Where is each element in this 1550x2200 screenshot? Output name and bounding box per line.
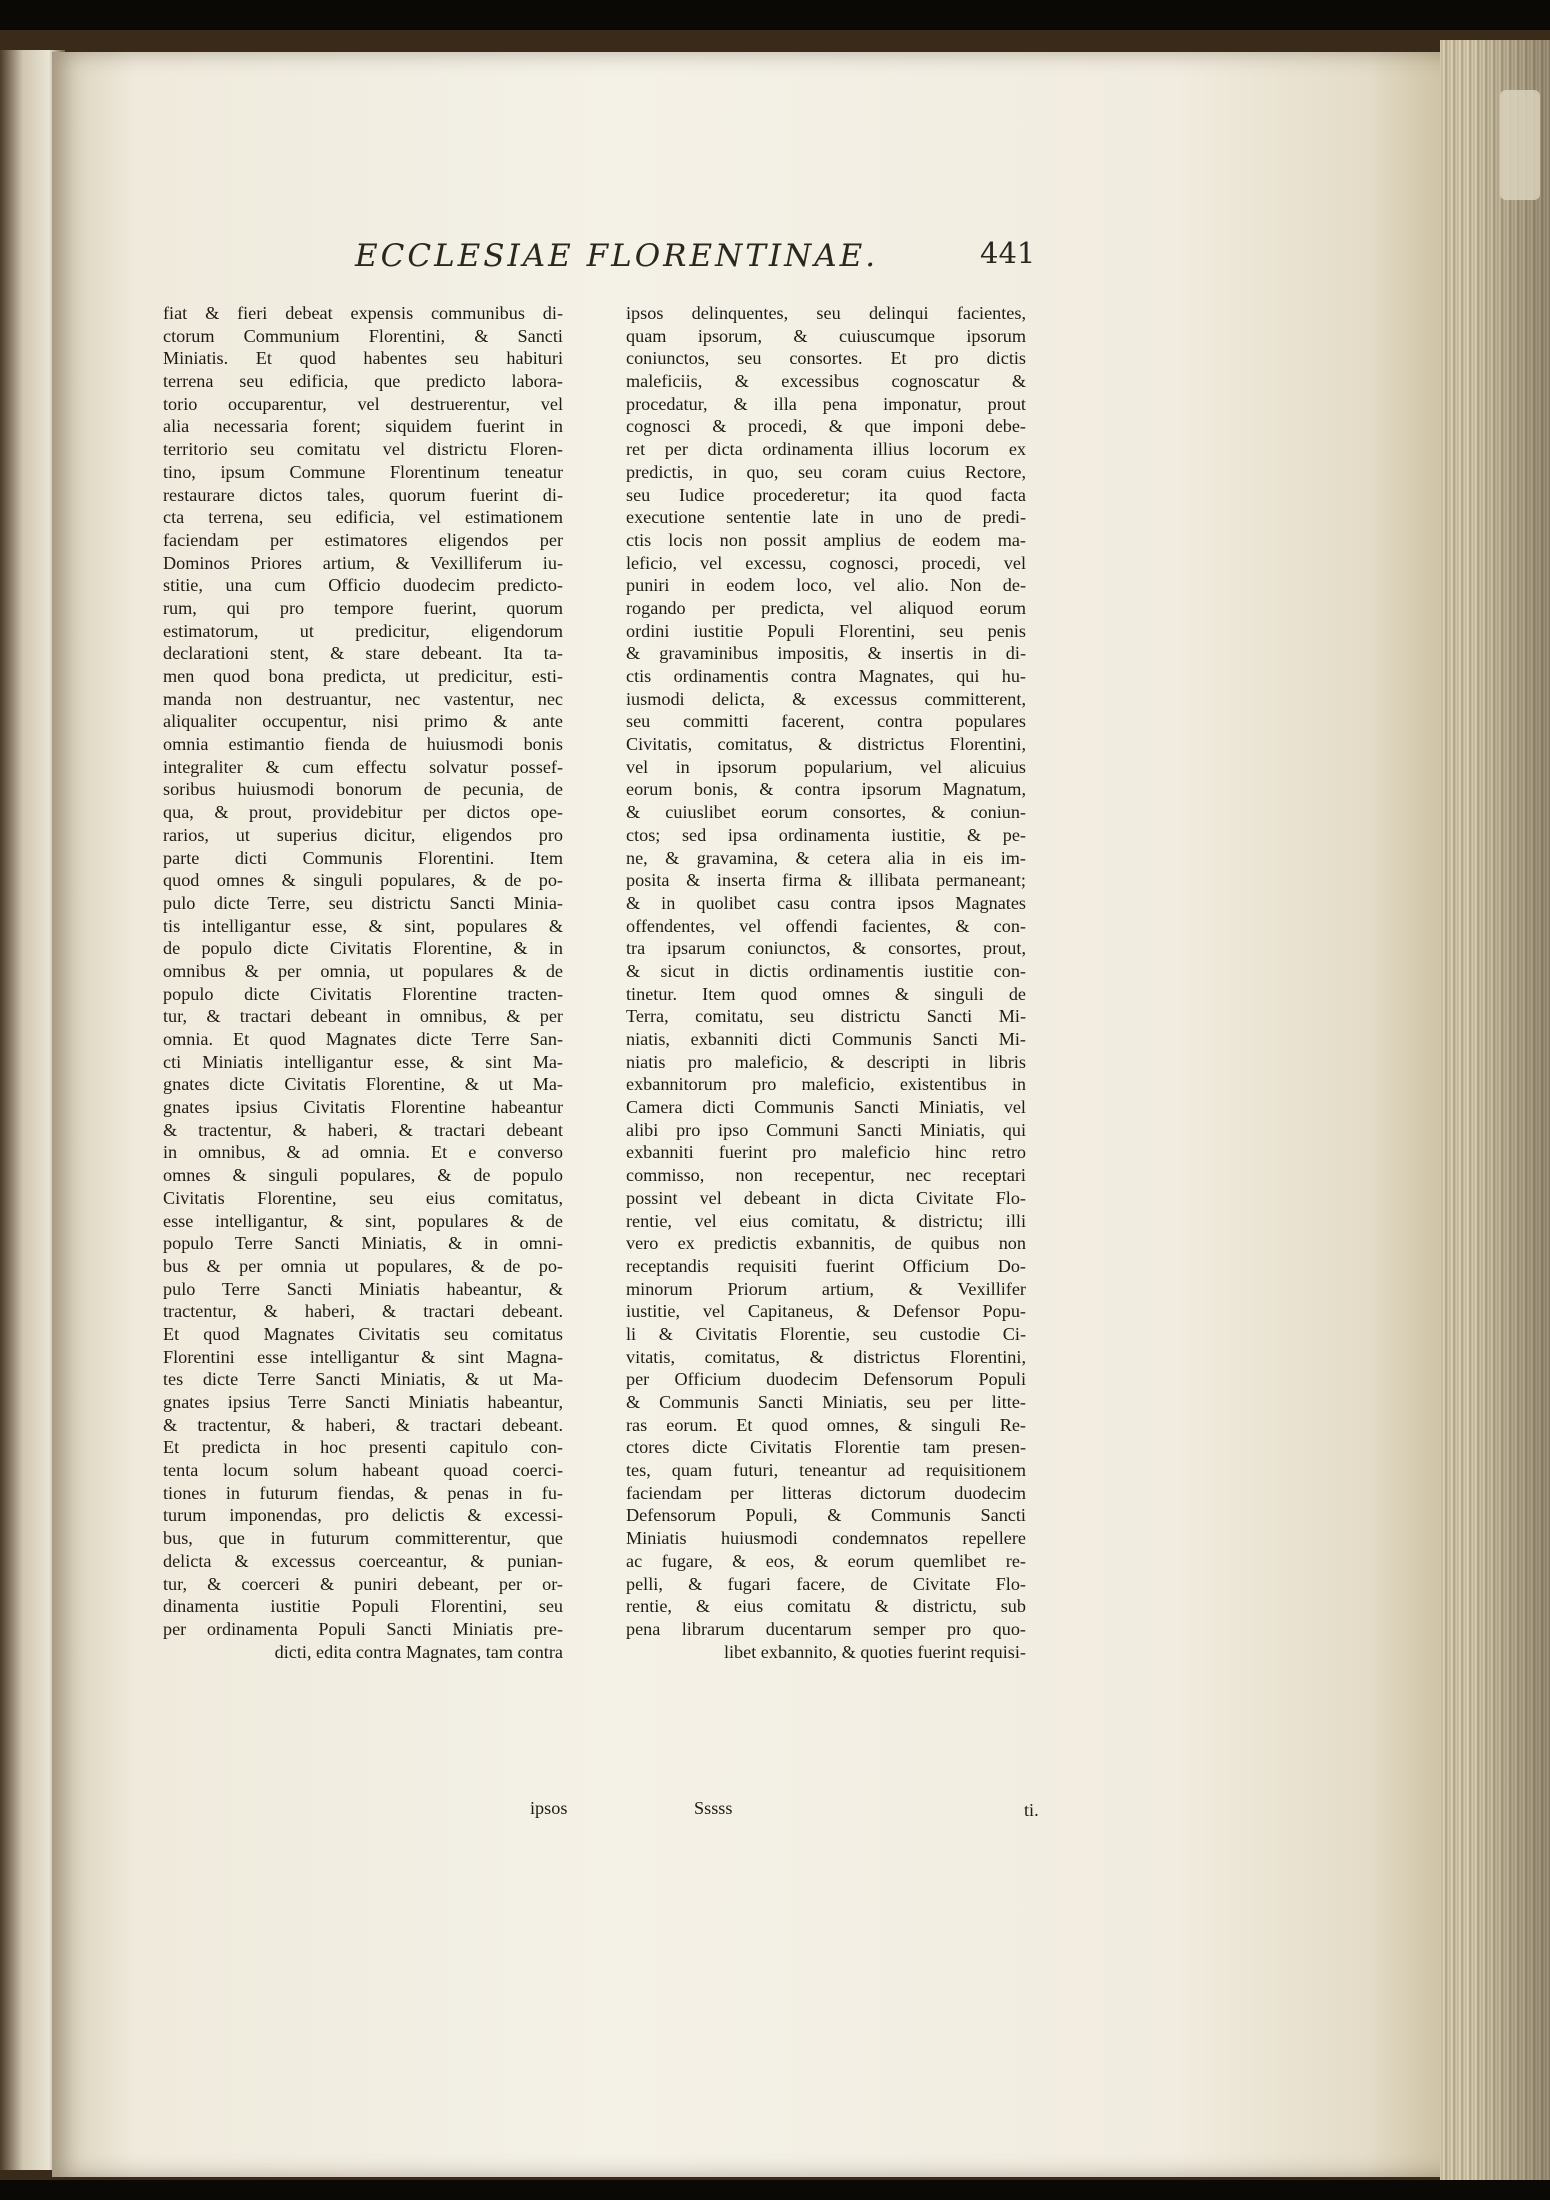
text-line: iusmodi delicta, & excessus committerent, (626, 688, 1026, 709)
text-line: ne, & gravamina, & cetera alia in eis im- (626, 847, 1026, 868)
text-line: posita & inserta firma & illibata permaneant; (626, 870, 1026, 891)
text-line: rentie, vel eius comitatu, & districtu; illi (626, 1210, 1026, 1231)
text-line: Et quod Magnates Civitatis seu comitatus (163, 1323, 563, 1344)
text-line: eorum bonis, & contra ipsorum Magnatum, (626, 779, 1026, 800)
text-line: & Communis Sancti Miniatis, seu per litte- (626, 1392, 1026, 1412)
text-line: tes, quam futuri, teneantur ad requisitionem (626, 1460, 1026, 1481)
running-title: ECCLESIAE FLORENTINAE. (355, 238, 879, 274)
text-line: tur, & tractari debeant in omnibus, & per (163, 1006, 563, 1027)
text-line: qua, & prout, providebitur per dictos ope- (163, 802, 563, 823)
text-line: tiones in futurum fiendas, & penas in fu- (163, 1482, 563, 1503)
text-line: possint vel debeant in dicta Civitate Flo- (626, 1187, 1026, 1208)
text-line: ras eorum. Et quod omnes, & singuli Re- (626, 1414, 1026, 1435)
text-line: Miniatis. Et quod habentes seu habituri (163, 348, 563, 369)
text-line: Terra, comitatu, seu districtu Sancti Mi- (626, 1006, 1026, 1027)
text-line: populo dicte Civitatis Florentine tracten- (163, 983, 563, 1004)
text-line: restaurare dictos tales, quorum fuerint di- (163, 484, 563, 505)
text-line: omnibus & per omnia, ut populares & de (163, 960, 563, 981)
text-line: omnia. Et quod Magnates dicte Terre San- (163, 1029, 563, 1049)
text-line: aliqualiter occupentur, nisi primo & ante (163, 711, 563, 732)
text-line: leficio, vel excessu, cognosci, procedi, vel (626, 552, 1026, 573)
page-number: 441 (980, 236, 1036, 270)
text-line: Miniatis huiusmodi condemnatos repellere (626, 1528, 1026, 1549)
catchword-left: ipsos (530, 1798, 568, 1818)
text-line: ctis locis non possit amplius de eodem ma- (626, 529, 1026, 550)
text-line: tenta locum solum habeant quoad coerci- (163, 1460, 563, 1481)
text-line: executione sententie late in uno de predi- (626, 507, 1026, 528)
text-line: pena librarum ducentarum semper pro quo- (626, 1618, 1026, 1639)
page-edge-tab (1500, 90, 1540, 200)
text-line: minorum Priorum artium, & Vexillifer (626, 1278, 1026, 1299)
text-line: exbannitorum pro maleficio, existentibus in (626, 1074, 1026, 1095)
running-head (355, 238, 1055, 278)
text-line: vero ex predictis exbannitis, de quibus non (626, 1233, 1026, 1254)
text-line: alia necessaria forent; siquidem fuerint in (163, 416, 563, 437)
text-line: cta terrena, seu edificia, vel estimationem (163, 507, 563, 528)
catchword-right: ti. (1024, 1800, 1039, 1820)
text-line: rogando per predicta, vel aliquod eorum (626, 597, 1026, 618)
text-line: integraliter & cum effectu solvatur possef- (163, 756, 563, 777)
text-line: manda non destruantur, nec vastentur, nec (163, 688, 563, 709)
text-line: Et predicta in hoc presenti capitulo con- (163, 1437, 563, 1458)
text-line: fiat & fieri debeat expensis communibus di- (163, 303, 563, 323)
text-line: procedatur, & illa pena imponatur, prout (626, 393, 1026, 414)
text-line: niatis pro maleficio, & descripti in libris (626, 1051, 1026, 1072)
page-edges-shadow (1470, 40, 1550, 2180)
text-line: ctores dicte Civitatis Florentie tam presen- (626, 1437, 1026, 1458)
text-line: faciendam per estimatores eligendos per (163, 529, 563, 550)
text-line: & gravaminibus impositis, & insertis in di- (626, 643, 1026, 664)
text-line: pelli, & fugari facere, de Civitate Flo- (626, 1573, 1026, 1594)
text-line: puniri in eodem loco, vel alio. Non de- (626, 575, 1026, 596)
text-line: omnes & singuli populares, & de populo (163, 1165, 563, 1186)
text-line: tis intelligantur esse, & sint, populares & (163, 915, 563, 936)
text-line: rentie, & eius comitatu & districtu, sub (626, 1596, 1026, 1617)
text-line: alibi pro ipso Communi Sancti Miniatis, qui (626, 1119, 1026, 1140)
text-line: soribus huiusmodi bonorum de pecunia, de (163, 779, 563, 800)
text-line: ac fugare, & eos, & eorum quemlibet re- (626, 1550, 1026, 1571)
text-line: exbanniti fuerint pro maleficio hinc retro (626, 1142, 1026, 1163)
text-line: rum, qui pro tempore fuerint, quorum (163, 597, 563, 618)
text-line: Defensorum Populi, & Communis Sancti (626, 1505, 1026, 1526)
text-line: terrena seu edificia, que predicto labora- (163, 371, 563, 392)
text-line: niatis, exbanniti dicti Communis Sancti Mi- (626, 1029, 1026, 1049)
text-line: stitie, una cum Officio duodecim predicto- (163, 575, 563, 596)
text-line: cognosci & procedi, & que imponi debe- (626, 416, 1026, 437)
text-line: declarationi stent, & stare debeant. Ita ta- (163, 643, 563, 664)
text-line: torio occuparentur, vel destruerentur, vel (163, 393, 563, 414)
text-line: per ordinamenta Populi Sancti Miniatis pre- (163, 1618, 563, 1639)
text-line: men quod bona predicta, ut predicitur, esti- (163, 666, 563, 686)
text-line: coniunctos, seu consortes. Et pro dictis (626, 348, 1026, 369)
text-line: ordini iustitie Populi Florentini, seu penis (626, 620, 1026, 641)
text-line: ret per dicta ordinamenta illius locorum ex (626, 439, 1026, 460)
text-line: gnates ipsius Terre Sancti Miniatis habeantur, (163, 1392, 563, 1412)
text-line: Camera dicti Communis Sancti Miniatis, vel (626, 1097, 1026, 1118)
text-line: de populo dicte Civitatis Florentine, & in (163, 938, 563, 959)
text-line: ctorum Communium Florentini, & Sancti (163, 325, 563, 346)
text-line: maleficiis, & excessibus cognoscatur & (626, 371, 1026, 392)
text-line: receptandis requisiti fuerint Officium Do- (626, 1255, 1026, 1276)
text-line: tra ipsarum coniunctos, & consortes, prout, (626, 938, 1026, 959)
text-line: ipsos delinquentes, seu delinqui facientes, (626, 303, 1026, 323)
text-line: commisso, non recepentur, nec receptari (626, 1165, 1026, 1186)
text-line: Civitatis, comitatus, & districtus Florentini, (626, 734, 1026, 755)
text-line: quod omnes & singuli populares, & de po- (163, 870, 563, 891)
text-line: bus, que in futurum committerentur, que (163, 1528, 563, 1549)
text-line: libet exbannito, & quoties fuerint requisi- (723, 1641, 1026, 1662)
text-line: in omnibus, & ad omnia. Et e converso (163, 1142, 563, 1163)
text-line: delicta & excessus coerceantur, & punian- (163, 1550, 563, 1571)
text-line: tino, ipsum Commune Florentinum teneatur (163, 461, 563, 482)
text-line: estimatorum, ut predicitur, eligendorum (163, 620, 563, 641)
text-line: faciendam per litteras dictorum duodecim (626, 1482, 1026, 1503)
text-line: ctos; sed ipsa ordinamenta iustitie, & pe- (626, 824, 1026, 845)
text-line: pulo Terre Sancti Miniatis habeantur, & (163, 1278, 563, 1299)
text-line: iustitie, vel Capitaneus, & Defensor Popu- (626, 1301, 1026, 1322)
text-line: Florentini esse intelligantur & sint Magna- (163, 1346, 563, 1367)
text-line: tractentur, & haberi, & tractari debeant. (163, 1301, 563, 1322)
text-line: vel in ipsorum popularium, vel alicuius (626, 756, 1026, 777)
text-line: Dominos Priores artium, & Vexilliferum iu- (163, 552, 563, 573)
text-line: & sicut in dictis ordinamentis iustitie con- (626, 960, 1026, 981)
text-line: omnia estimantio fienda de huiusmodi bonis (163, 734, 563, 755)
text-line: bus & per omnia ut populares, & de po- (163, 1255, 563, 1276)
text-line: territorio seu comitatu vel districtu Floren- (163, 439, 563, 460)
signature-mark: Sssss (694, 1798, 733, 1818)
text-line: pulo dicte Terre, seu districtu Sancti Minia- (163, 892, 563, 913)
text-line: vitatis, comitatus, & districtus Florentini, (626, 1346, 1026, 1367)
text-line: offendentes, vel offendi facientes, & con- (626, 915, 1026, 936)
text-line: dicti, edita contra Magnates, tam contra (274, 1641, 563, 1662)
text-line: li & Civitatis Florentie, seu custodie Ci- (626, 1323, 1026, 1344)
text-line: & tractentur, & haberi, & tractari debeant. (163, 1414, 563, 1435)
text-line: per Officium duodecim Defensorum Populi (626, 1369, 1026, 1390)
right-text-column (626, 302, 1026, 1663)
text-line: Civitatis Florentine, seu eius comitatus, (163, 1187, 563, 1208)
text-line: tur, & coerceri & puniri debeant, per or- (163, 1573, 563, 1594)
text-line: ctis ordinamentis contra Magnates, qui hu- (626, 666, 1026, 686)
text-line: esse intelligantur, & sint, populares & de (163, 1210, 563, 1231)
text-line: gnates ipsius Civitatis Florentine habeantur (163, 1097, 563, 1118)
text-line: tes dicte Terre Sancti Miniatis, & ut Ma- (163, 1369, 563, 1390)
text-line: quam ipsorum, & cuiuscumque ipsorum (626, 325, 1026, 346)
text-line: & tractentur, & haberi, & tractari debeant (163, 1119, 563, 1140)
text-line: rarios, ut superius dicitur, eligendos pro (163, 824, 563, 845)
text-line: predictis, in quo, seu coram cuius Rectore, (626, 461, 1026, 482)
text-line: cti Miniatis intelligantur esse, & sint Ma- (163, 1051, 563, 1072)
text-line: parte dicti Communis Florentini. Item (163, 847, 563, 868)
text-line: seu committi facerent, contra populares (626, 711, 1026, 732)
text-line: & in quolibet casu contra ipsos Magnates (626, 892, 1026, 913)
left-text-column (163, 302, 563, 1663)
text-line: seu Iudice procederetur; ita quod facta (626, 484, 1026, 505)
text-line: dinamenta iustitie Populi Florentini, seu (163, 1596, 563, 1617)
text-line: & cuiuslibet eorum consortes, & coniun- (626, 802, 1026, 823)
text-line: turum imponendas, pro delictis & excessi- (163, 1505, 563, 1526)
text-line: populo Terre Sancti Miniatis, & in omni- (163, 1233, 563, 1254)
text-line: tinetur. Item quod omnes & singuli de (626, 983, 1026, 1004)
text-line: gnates dicte Civitatis Florentine, & ut Ma- (163, 1074, 563, 1095)
